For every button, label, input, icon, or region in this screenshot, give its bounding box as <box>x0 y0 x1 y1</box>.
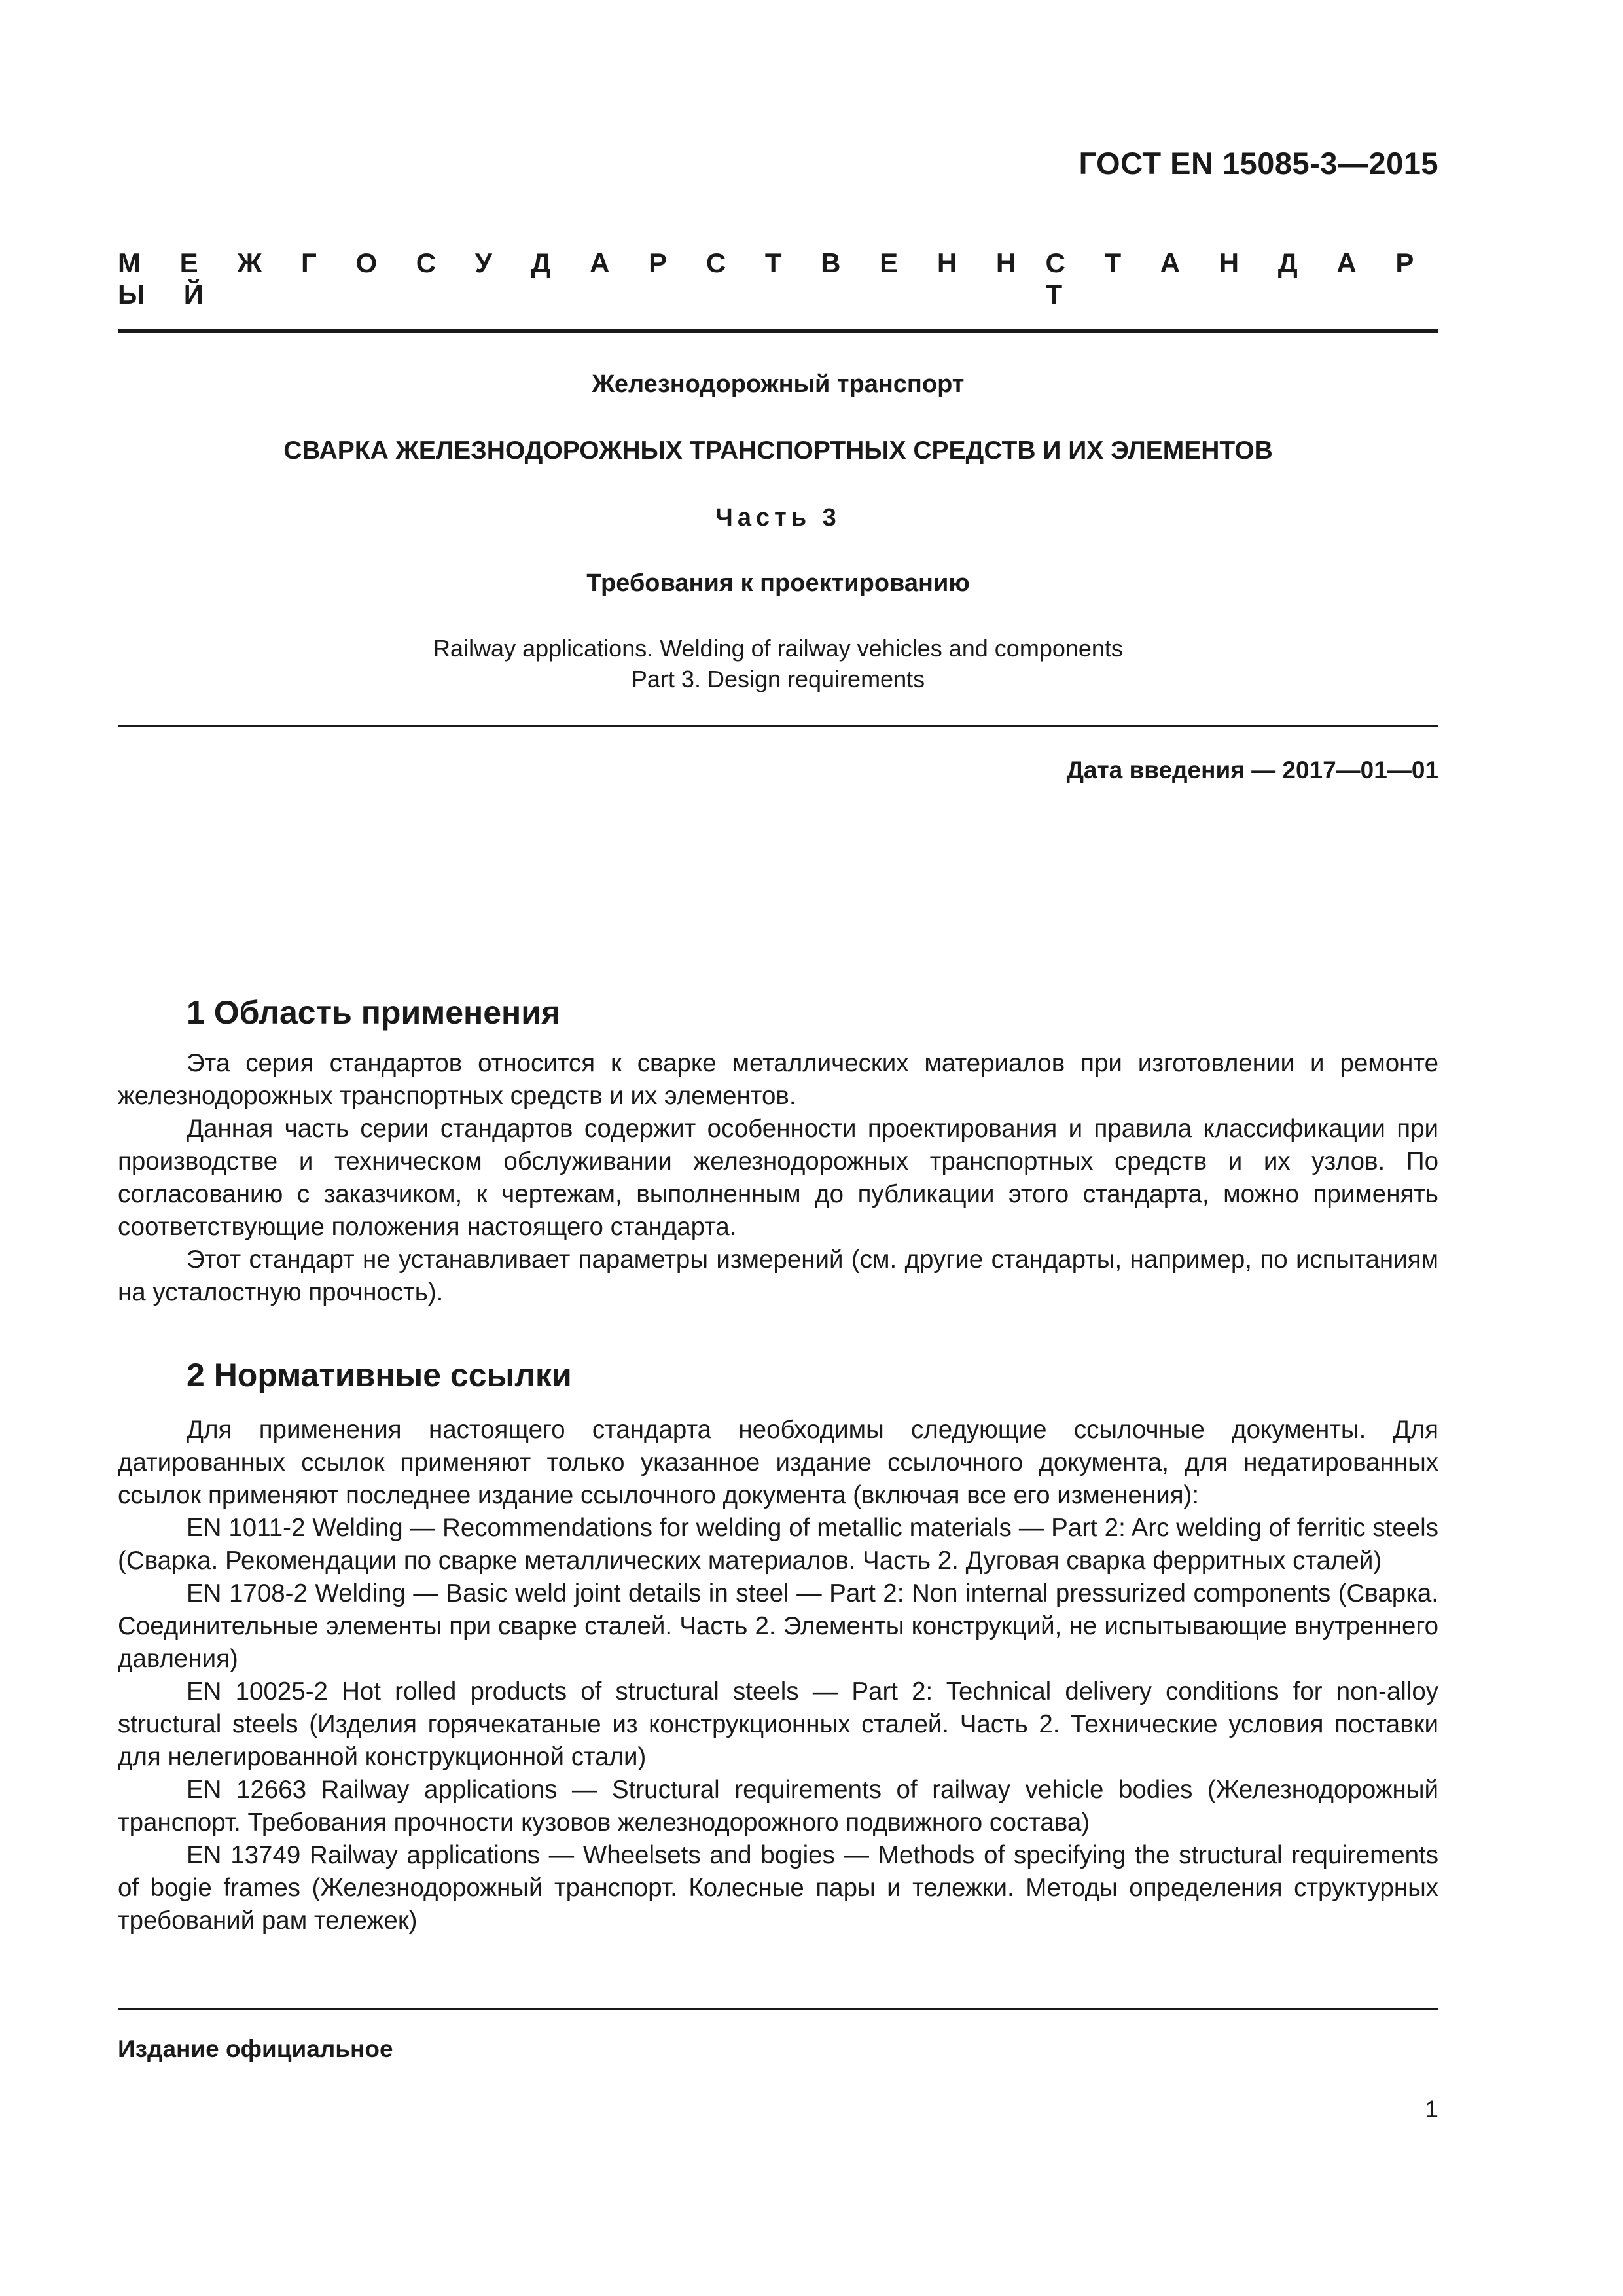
section-heading-scope: 1 Область применения <box>187 994 561 1031</box>
standard-type-banner <box>118 247 1438 310</box>
footer-divider <box>118 2008 1438 2010</box>
section-heading-references: 2 Нормативные ссылки <box>187 1357 572 1393</box>
paragraph: Данная часть серии стандартов содержит особенности проектирования и правила классификации при производстве и техническом обслуживании железнодорожных транспортных средств и их узлов. По согласованию с заказчиком, к чертежам, выполненным до публикации этого стандарта, можно применять соответствующие положения настоящего стандарта. <box>118 1115 1438 1241</box>
banner-word-standard: С Т А Н Д А Р Т <box>1045 247 1430 310</box>
document-part: Часть 3 <box>715 504 841 531</box>
english-title-line2: Part 3. Design requirements <box>631 666 925 692</box>
reference-item: EN 12663 Railway applications — Structural requirements of railway vehicle bodies (Железнодорожный транспорт. Требования прочности кузовов железнодорожного подвижного состава) <box>118 1776 1438 1837</box>
paragraph: Этот стандарт не устанавливает параметры измерений (см. другие стандарты, например, по испытаниям на усталостную прочность). <box>118 1246 1438 1306</box>
document-subject: Железнодорожный транспорт <box>592 370 965 398</box>
reference-item: EN 1708-2 Welding — Basic weld joint details in steel — Part 2: Non internal pressurized components (Сварка. Соединительные элементы при сварке сталей. Часть 2. Элементы конструкций, не испытывающие внутреннего давления) <box>118 1579 1438 1673</box>
official-edition-label: Издание официальное <box>118 2036 393 2062</box>
banner-word-interstate: М Е Ж Г О С У Д А Р С Т В Е Н Н Ы Й <box>118 247 1032 310</box>
document-code: ГОСТ EN 15085-3—2015 <box>1079 146 1438 181</box>
reference-item: EN 10025-2 Hot rolled products of structural steels — Part 2: Technical delivery conditions for non-alloy structural steels (Изделия горячекатаные из конструкционных сталей. Часть 2. Технические условия поставки для нелегированной конструкционной стали) <box>118 1677 1438 1771</box>
title-divider <box>118 725 1438 727</box>
english-title-line1: Railway applications. Welding of railway vehicles and components <box>433 635 1123 662</box>
reference-item: EN 1011-2 Welding — Recommendations for welding of metallic materials — Part 2: Arc welding of ferritic steels (Сварка. Рекомендации по сварке металлических материалов. Часть 2. Дуговая сварка ферритных сталей) <box>118 1514 1438 1575</box>
document-title: СВАРКА ЖЕЛЕЗНОДОРОЖНЫХ ТРАНСПОРТНЫХ СРЕДСТВ И ИХ ЭЛЕМЕНТОВ <box>283 437 1273 465</box>
page-number: 1 <box>1425 2096 1438 2123</box>
paragraph: Эта серия стандартов относится к сварке металлических материалов при изготовлении и ремонте железнодорожных транспортных средств и их элементов. <box>118 1049 1438 1110</box>
header-divider <box>118 329 1438 333</box>
introduction-date: Дата введения — 2017—01—01 <box>1066 757 1438 783</box>
paragraph: Для применения настоящего стандарта необходимы следующие ссылочные документы. Для датированных ссылок применяют только указанное издание ссылочного документа, для недатированных ссылок применяют последнее издание ссылочного документа (включая все его изменения): <box>118 1416 1438 1509</box>
section-body-scope <box>118 1047 1438 1309</box>
english-title <box>118 633 1438 694</box>
part-title: Требования к проектированию <box>586 569 970 597</box>
section-body-references <box>118 1414 1438 1937</box>
reference-item: EN 13749 Railway applications — Wheelsets and bogies — Methods of specifying the structural requirements of bogie frames (Железнодорожный транспорт. Колесные пары и тележки. Методы определения структурных требований рам тележек) <box>118 1841 1438 1935</box>
